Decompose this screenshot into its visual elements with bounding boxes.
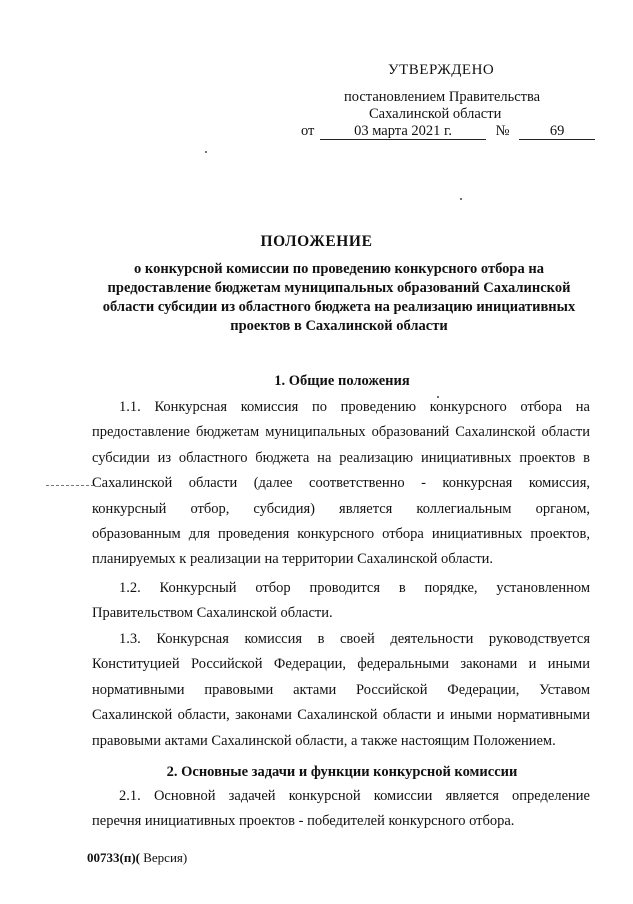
paragraph-line: предоставление бюджетам муниципальных образований Сахалинской области (92, 424, 590, 441)
paragraph-line: 1.3. Конкурсная комиссия в своей деятельности руководствуется (119, 631, 590, 647)
paragraph-line: планируемых к реализации на территории Сахалинской области. (92, 551, 494, 568)
approval-line-2: Сахалинской области (369, 106, 502, 122)
footer-code: 00733(п)( (87, 850, 140, 865)
date-prefix: от (301, 123, 315, 139)
scan-speck (460, 198, 462, 200)
subtitle-line: области субсидии из областного бюджета на реализацию инициативных (102, 299, 576, 315)
subtitle-line: проектов в Сахалинской области (230, 318, 448, 334)
paragraph-1-2 (92, 576, 590, 627)
paragraph-line: 2.1. Основной задачей конкурсной комиссии является определение (119, 788, 590, 804)
paragraph-line: 1.1. Конкурсная комиссия по проведению конкурсного отбора на (119, 399, 590, 415)
paragraph-1-3 (92, 627, 590, 754)
scan-dash-mark (46, 485, 94, 486)
paragraph-line: нормативными правовыми актами Российской Федерации, Уставом (92, 681, 590, 698)
paragraph-line: перечня инициативных проектов - победителей конкурсного отбора. (92, 813, 515, 830)
paragraph-line: Правительством Сахалинской области. (92, 605, 333, 622)
paragraph-2-1 (92, 784, 590, 835)
footer-version: Версия) (139, 850, 188, 865)
paragraph-line: Сахалинской области, законами Сахалинской области и иными нормативными (92, 707, 590, 724)
approval-date-row (301, 123, 595, 140)
paragraph-1-1 (92, 395, 590, 573)
approval-date: 03 марта 2021 г. (320, 123, 486, 140)
scan-speck (205, 151, 207, 153)
subtitle-line: предоставление бюджетам муниципальных образований Сахалинской (107, 280, 571, 296)
number-prefix: № (495, 123, 510, 139)
paragraph-line: образованным для проведения конкурсного отбора инициативных проектов, (92, 525, 590, 542)
section-heading: 2. Основные задачи и функции конкурсной комиссии (166, 764, 518, 780)
subtitle-line: о конкурсной комиссии по проведению конкурсного отбора на (134, 261, 544, 277)
approval-number: 69 (519, 123, 595, 140)
section-heading: 1. Общие положения (274, 373, 410, 389)
footer-document-code (87, 850, 187, 866)
paragraph-line: 1.2. Конкурсный отбор проводится в порядке, установленном (119, 580, 590, 596)
paragraph-line: конкурсный отбор, субсидия) является коллегиальным органом, (92, 500, 590, 517)
document-subtitle (86, 260, 592, 336)
paragraph-line: Сахалинской области (далее соответственно - конкурсная комиссия, (92, 475, 590, 492)
approval-title: УТВЕРЖДЕНО (388, 62, 495, 78)
paragraph-line: Конституцией Российской Федерации, федеральными законами и иными (92, 656, 590, 673)
document-title: ПОЛОЖЕНИЕ (260, 233, 373, 250)
approval-line-1: постановлением Правительства (344, 89, 541, 105)
paragraph-line: правовыми актами Сахалинской области, а также настоящим Положением. (92, 732, 556, 749)
paragraph-line: субсидии из областного бюджета на реализацию инициативных проектов в (92, 449, 590, 466)
